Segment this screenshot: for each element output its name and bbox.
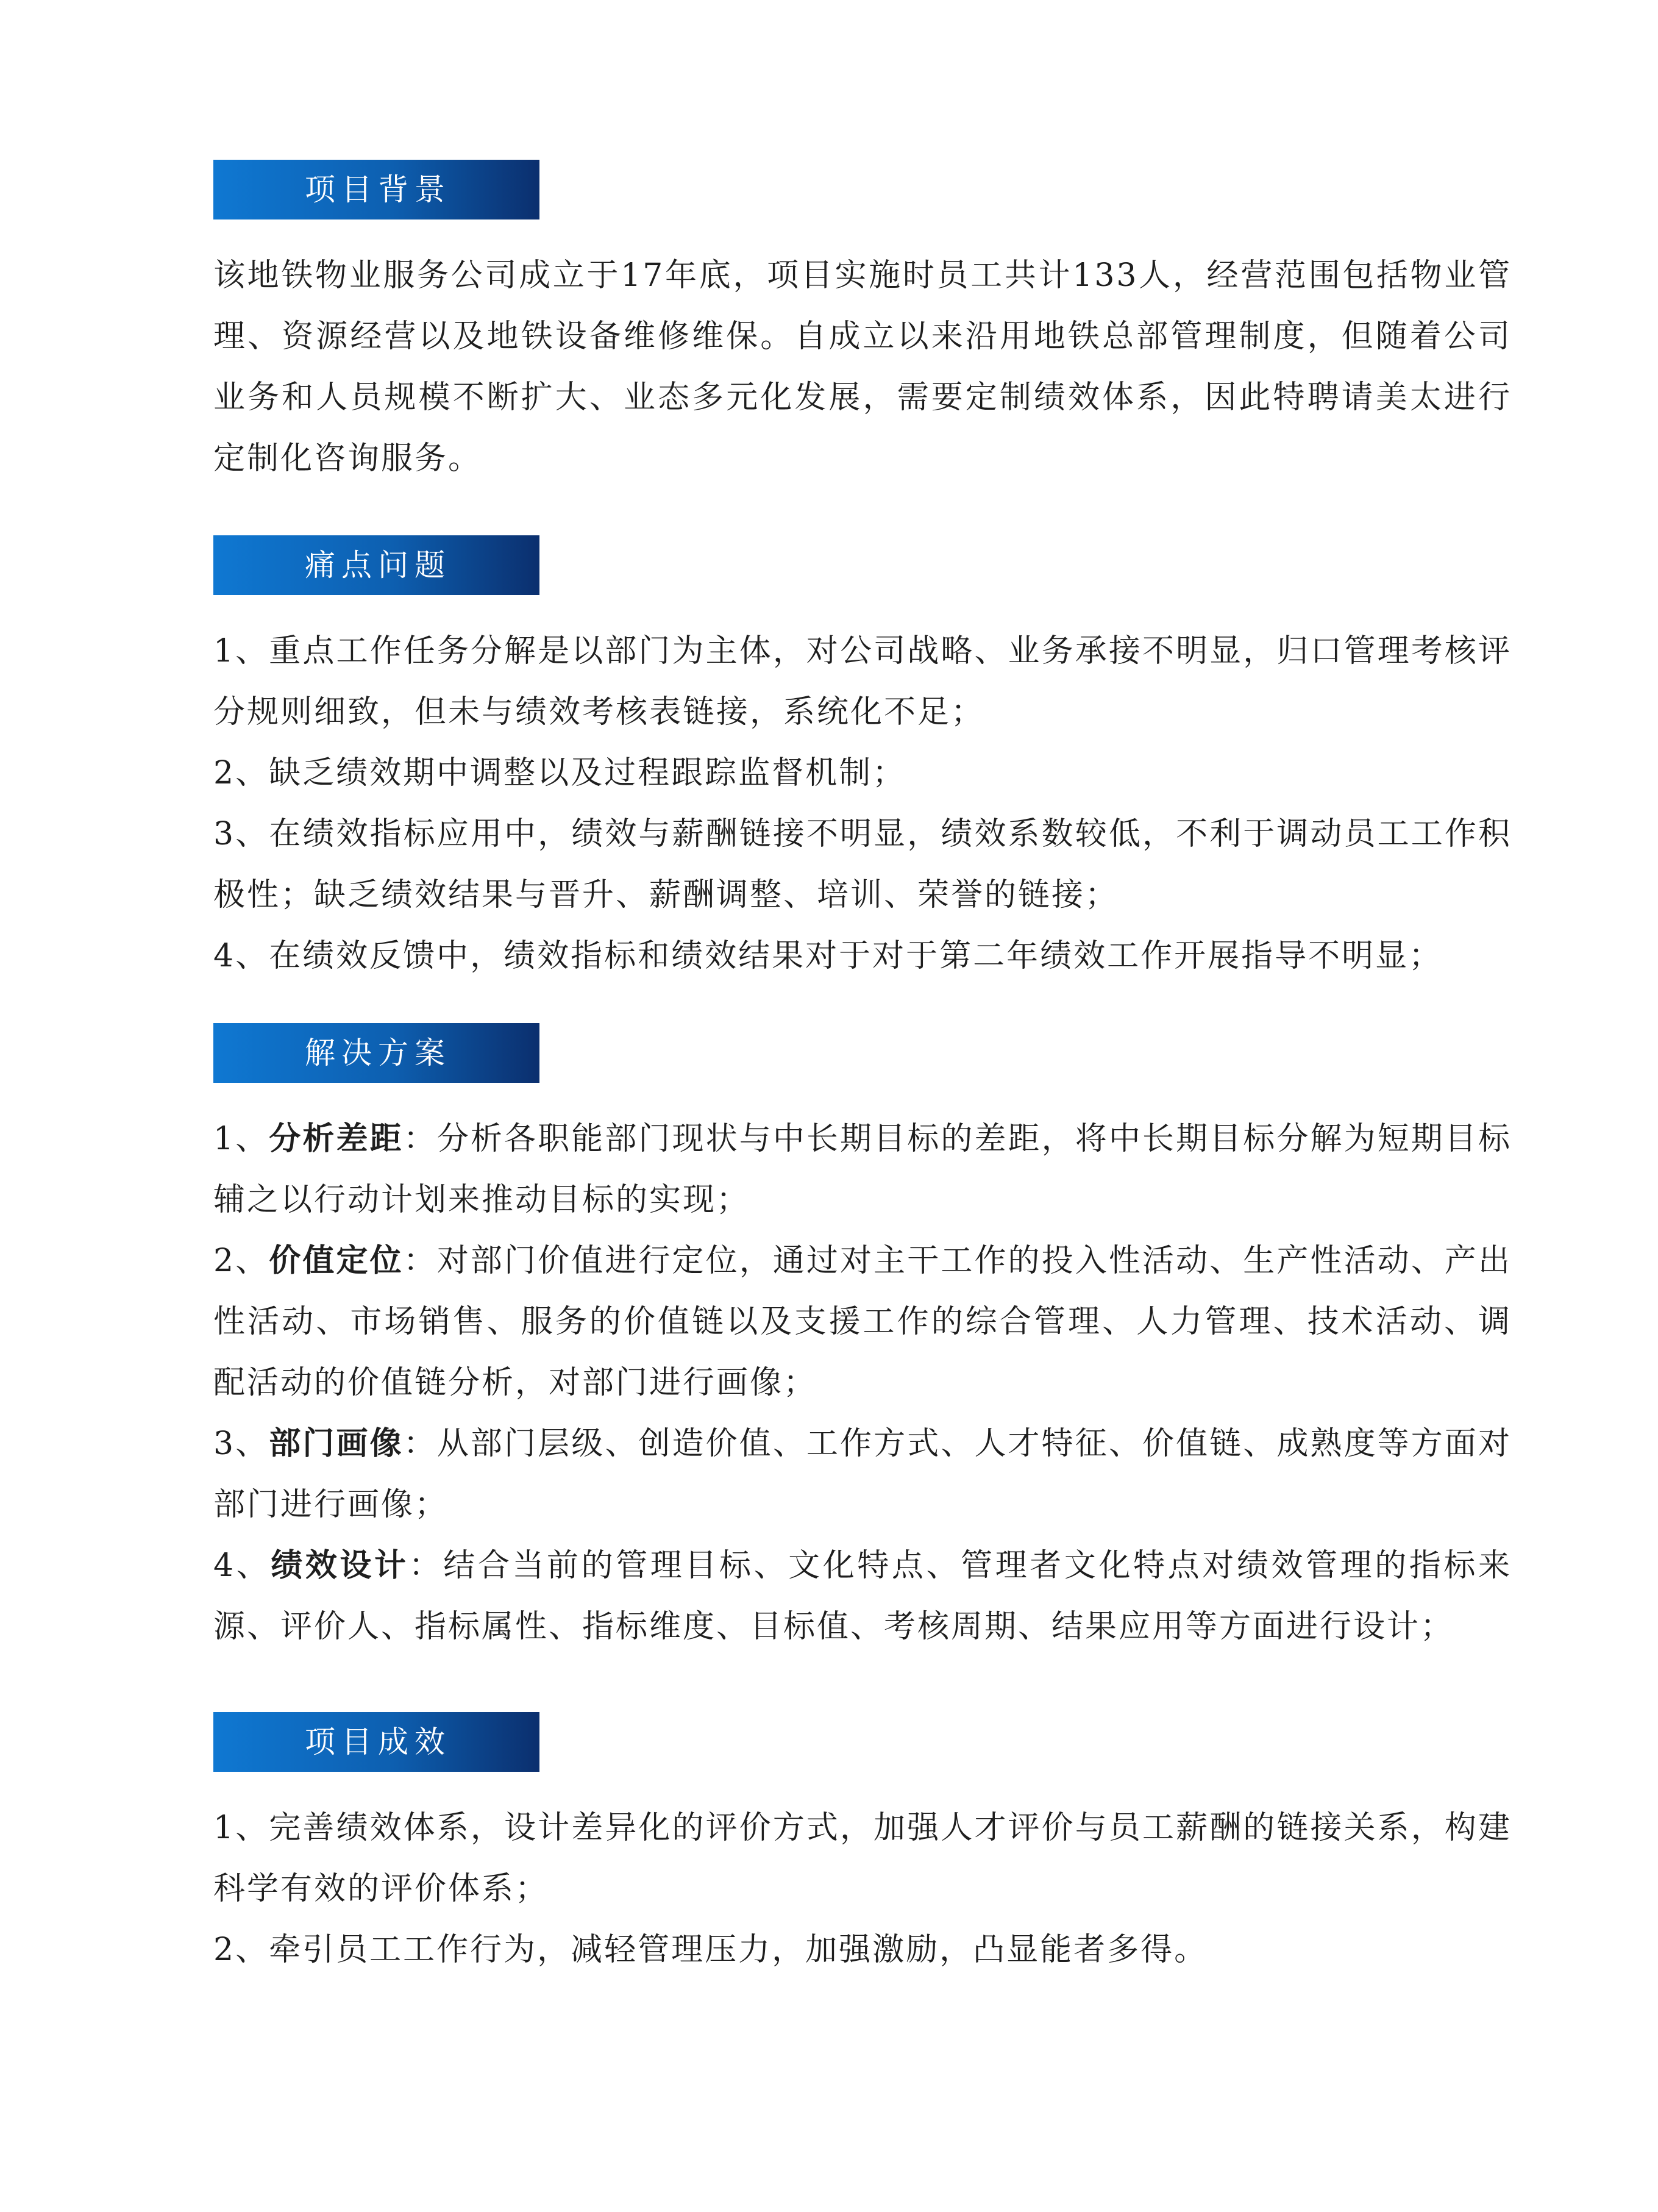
section-results — [213, 1712, 1512, 1980]
solution-item-text: ：分析各职能部门现状与中长期目标的差距，将中长期目标分解为短期目标辅之以行动计划来推动目标的实现； — [213, 1121, 1512, 1218]
pain-points-list — [213, 621, 1512, 986]
results-list — [213, 1797, 1512, 1980]
solution-list — [213, 1108, 1512, 1657]
solution-item-label: 分析差距 — [269, 1120, 404, 1157]
solution-item-text: ：结合当前的管理目标、文化特点、管理者文化特点对绩效管理的指标来源、评价人、指标属性、指标维度、目标值、考核周期、结果应用等方面进行设计； — [213, 1547, 1512, 1645]
solution-item-label: 部门画像 — [269, 1425, 404, 1462]
solution-item — [213, 1535, 1512, 1657]
section-background — [213, 160, 1512, 489]
section-header-solution: 解决方案 — [213, 1023, 539, 1083]
section-header-pain-points: 痛点问题 — [213, 535, 539, 595]
result-item: 1、完善绩效体系，设计差异化的评价方式，加强人才评价与员工薪酬的链接关系，构建科学有效的评价体系； — [213, 1810, 1512, 1907]
solution-item-number: 3、 — [213, 1425, 269, 1462]
section-header-background: 项目背景 — [213, 160, 539, 219]
section-solution — [213, 1023, 1512, 1657]
section-pain-points — [213, 535, 1512, 986]
solution-item-label: 绩效设计 — [271, 1547, 409, 1584]
solution-item — [213, 1413, 1512, 1535]
solution-item — [213, 1230, 1512, 1413]
solution-item — [213, 1108, 1512, 1230]
pain-point-item: 1、重点工作任务分解是以部门为主体，对公司战略、业务承接不明显，归口管理考核评分规则细致，但未与绩效考核表链接，系统化不足； — [213, 633, 1512, 730]
section-header-results: 项目成效 — [213, 1712, 539, 1772]
pain-point-item: 4、在绩效反馈中，绩效指标和绩效结果对于对于第二年绩效工作开展指导不明显； — [213, 938, 1443, 974]
solution-item-number: 1、 — [213, 1121, 269, 1157]
pain-point-item: 2、缺乏绩效期中调整以及过程跟踪监督机制； — [213, 755, 906, 791]
solution-item-text: ：从部门层级、创造价值、工作方式、人才特征、价值链、成熟度等方面对部门进行画像； — [213, 1425, 1512, 1523]
solution-item-number: 2、 — [213, 1243, 269, 1279]
result-item: 2、牵引员工工作行为，减轻管理压力，加强激励，凸显能者多得。 — [213, 1932, 1208, 1968]
solution-item-label: 价值定位 — [269, 1242, 404, 1279]
solution-item-text: ：对部门价值进行定位，通过对主干工作的投入性活动、生产性活动、产出性活动、市场销售、服务的价值链以及支援工作的综合管理、人力管理、技术活动、调配活动的价值链分析，对部门进行画像； — [213, 1243, 1512, 1401]
solution-item-number: 4、 — [213, 1547, 271, 1584]
pain-point-item: 3、在绩效指标应用中，绩效与薪酬链接不明显，绩效系数较低，不利于调动员工工作积极性；缺乏绩效结果与晋升、薪酬调整、培训、荣誉的链接； — [213, 816, 1512, 913]
background-paragraph: 该地铁物业服务公司成立于17年底，项目实施时员工共计133人，经营范围包括物业管理、资源经营以及地铁设备维修维保。自成立以来沿用地铁总部管理制度，但随着公司业务和人员规模不断扩大、业态多元化发展，需要定制绩效体系，因此特聘请美太进行定制化咨询服务。 — [213, 257, 1512, 477]
